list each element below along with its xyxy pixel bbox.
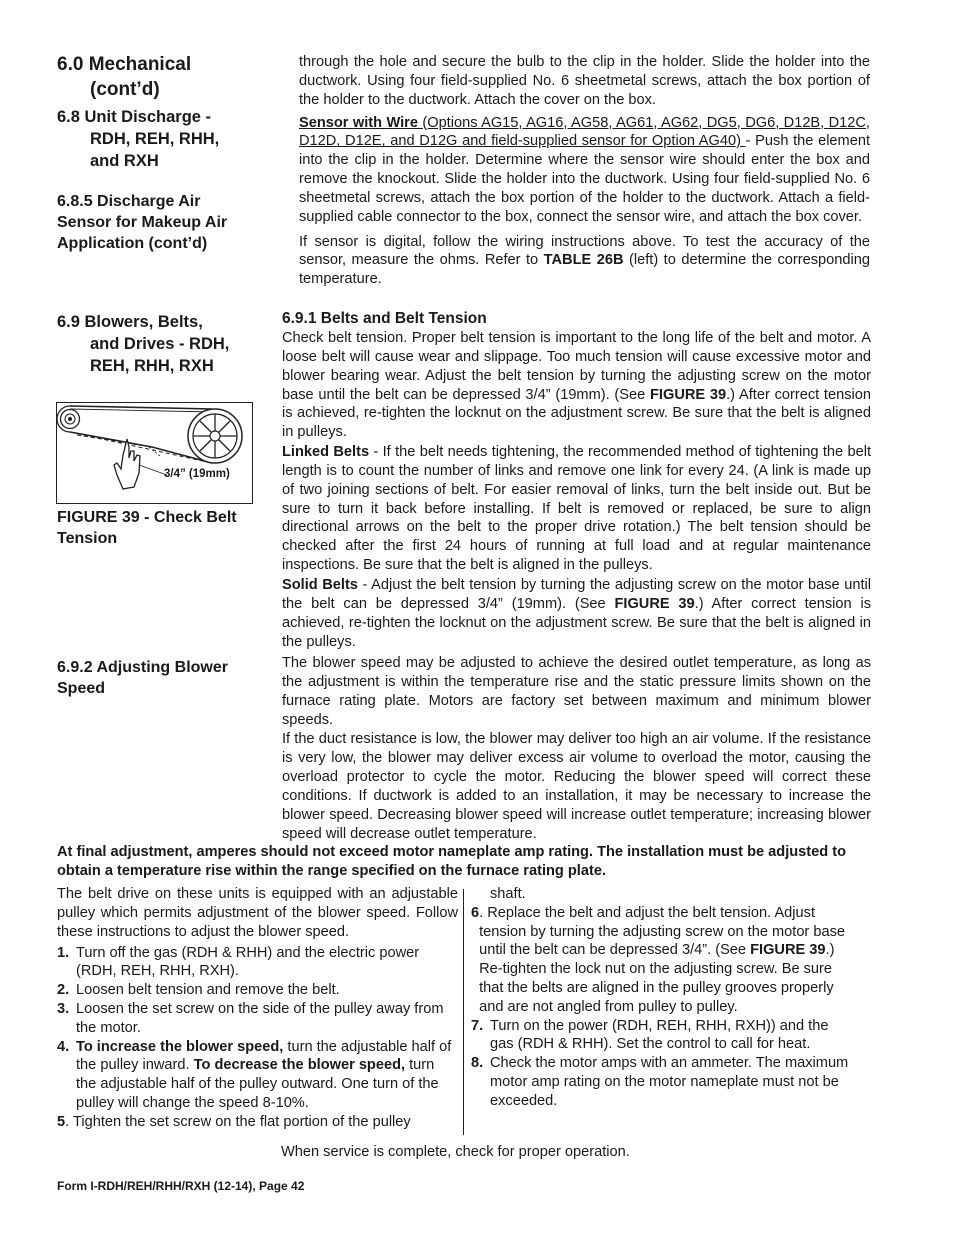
belts-heading: 6.9.1 Belts and Belt Tension [282, 310, 487, 327]
sensor-with-wire-paragraph: Sensor with Wire (Options AG15, AG16, AG58, AG61, AG62, DG5, DG6, D12B, D12C, D12D, D12E, and D12G and field-supplied sensor for Option AG40) - Push the element into the clip in the holder. Determine where the sensor wire should enter the box and remove the knockout. Slide the holder into the ductwork. Using four field-supplied No. 6 sheetmetal screws, attach the box portion of the holder to the ductwork. Attach a field-supplied cable connector to the box, connect the sensor wire, and attach the box cover. [299, 114, 870, 225]
step-8: 8. Check the motor amps with an ammeter. The maximum motor amp rating on the motor nameplate must not be exceeded. [471, 1055, 849, 1109]
amperage-warning: At final adjustment, amperes should not exceed motor nameplate amp rating. The installation must be adjusted to obtain a temperature rise within the range specified on the furnace rating plate. [57, 844, 847, 879]
step-7: 7. Turn on the power (RDH, REH, RHH, RXH)) and the gas (RDH & RHH). Set the control to call for heat. [471, 1017, 829, 1053]
steps-right-column [471, 885, 856, 1111]
speed-section [282, 654, 871, 843]
belt-tension-illustration [57, 403, 252, 503]
step-5: 5 . Tighten the set screw on the flat portion of the pulley [57, 1113, 411, 1130]
heading-discharge-air-sensor: 6.8.5 Discharge Air Sensor for Makeup Air Application (cont’d) [57, 193, 228, 252]
steps-left-column [57, 885, 458, 1132]
figure-caption: FIGURE 39 - Check Belt Tension [57, 509, 237, 547]
step-2: 2. Loosen belt tension and remove the belt. [57, 982, 340, 999]
figure-dimension-label: 3/4” (19mm) [164, 468, 230, 480]
heading-adjusting-blower-speed: 6.9.2 Adjusting Blower Speed [57, 659, 228, 697]
sensor-section [299, 53, 870, 289]
sensor-digital-paragraph: If sensor is digital, follow the wiring instructions above. To test the accuracy of the sensor, measure the ohms. Refer to TABLE 26B (left) to determine the corresponding temperature. [299, 233, 870, 288]
steps-intro: The belt drive on these units is equipped with an adjustable pulley which permits adjustment of the blower speed. Follow these instructions to adjust the blower speed. [57, 886, 458, 940]
page-footer: Form I-RDH/REH/RHH/RXH (12-14), Page 42 [57, 1179, 305, 1193]
closing-note: When service is complete, check for proper operation. [281, 1144, 630, 1160]
speed-paragraph-2: If the duct resistance is low, the blower may deliver too high an air volume. If the resistance is very low, the blower may deliver excess air volume to overload the motor, causing the overload protector to cycle the motor. Reducing the blower speed will correct these conditions. If ductwork is added to an installation, it may be necessary to increase the blower speed. Decreasing blower speed will increase outlet temperature; increasing blower speed will decrease outlet temperature. [282, 731, 871, 842]
heading-mechanical: 6.0 Mechanical (cont’d) [57, 54, 192, 100]
figure-check-belt-tension [56, 402, 253, 504]
step-6: 6 . Replace the belt and adjust the belt tension. Adjust tension by turning the adjusting screw on the motor base until the belt can be depressed 3/4”. (See FIGURE 39.) Re-tighten the lock nut on the adjusting screw. Be sure that the belts are aligned in the pulley grooves properly and are not angled from pulley to pulley. [471, 904, 845, 1015]
heading-unit-discharge: 6.8 Unit Discharge - RDH, REH, RHH, and RXH [57, 108, 220, 170]
belts-section [282, 309, 871, 651]
solid-belts-paragraph: Solid Belts - Adjust the belt tension by turning the adjusting screw on the motor base until the belt can be depressed 3/4” (19mm). (See FIGURE 39.) After correct tension is achieved, re-tighten the locknut on the adjustment screw. Be sure that the belt is aligned in the pulleys. [282, 576, 871, 650]
step-1: 1. Turn off the gas (RDH & RHH) and the electric power (RDH, REH, RHH, RXH). [57, 944, 420, 980]
linked-belts-paragraph: Linked Belts - If the belt needs tightening, the recommended method of tightening the belt length is to count the number of links and remove one link for every 24. (A link is made up of two joining sections of belt. For easier removal of links, turn the belt inside out. But be sure to turn it back before installing. If belt is removed or replaced, be sure to align directional arrows on the belt to the proper drive rotation.) The belt tension should be checked after the first 24 hours of running at full load and at regular maintenance inspections. Be sure that the belt is aligned in the pulleys. [282, 444, 871, 574]
step-5-continued: shaft. [490, 886, 526, 902]
sensor-paragraph-1: through the hole and secure the bulb to the clip in the holder. Slide the holder into the ductwork. Using four field-supplied No. 6 sheetmetal screws, attach the box portion of the holder to the ductwork. Attach the cover on the box. [299, 54, 870, 108]
speed-paragraph-1: The blower speed may be adjusted to achieve the desired outlet temperature, as long as the adjustment is within the temperature rise and the static pressure limits shown on the furnace rating plate. Motors are factory set between maximum and minimum blower speeds. [282, 655, 871, 728]
belts-paragraph-1: Check belt tension. Proper belt tension is important to the long life of the belt and motor. A loose belt will cause wear and slippage. Too much tension will cause excessive motor and blower bearing wear. Adjust the belt tension by turning the adjusting screw on the motor base until the belt can be depressed 3/4” (19mm). (See FIGURE 39.) After correct tension is achieved, re-tighten the locknut on the adjustment screw. Be sure that the belt is aligned in pulleys. [282, 330, 871, 441]
step-3: 3. Loosen the set screw on the side of the pulley away from the motor. [57, 1000, 444, 1036]
heading-blowers-belts: 6.9 Blowers, Belts, and Drives - RDH, REH, RHH, RXH [57, 313, 230, 375]
column-divider [463, 889, 464, 1135]
step-4: 4. To increase the blower speed, turn the adjustable half of the pulley inward. To decrease the blower speed, turn the adjustable half of the pulley outward. One turn of the pulley will change the speed 8-10%. [57, 1038, 452, 1111]
hand-icon [114, 439, 140, 489]
